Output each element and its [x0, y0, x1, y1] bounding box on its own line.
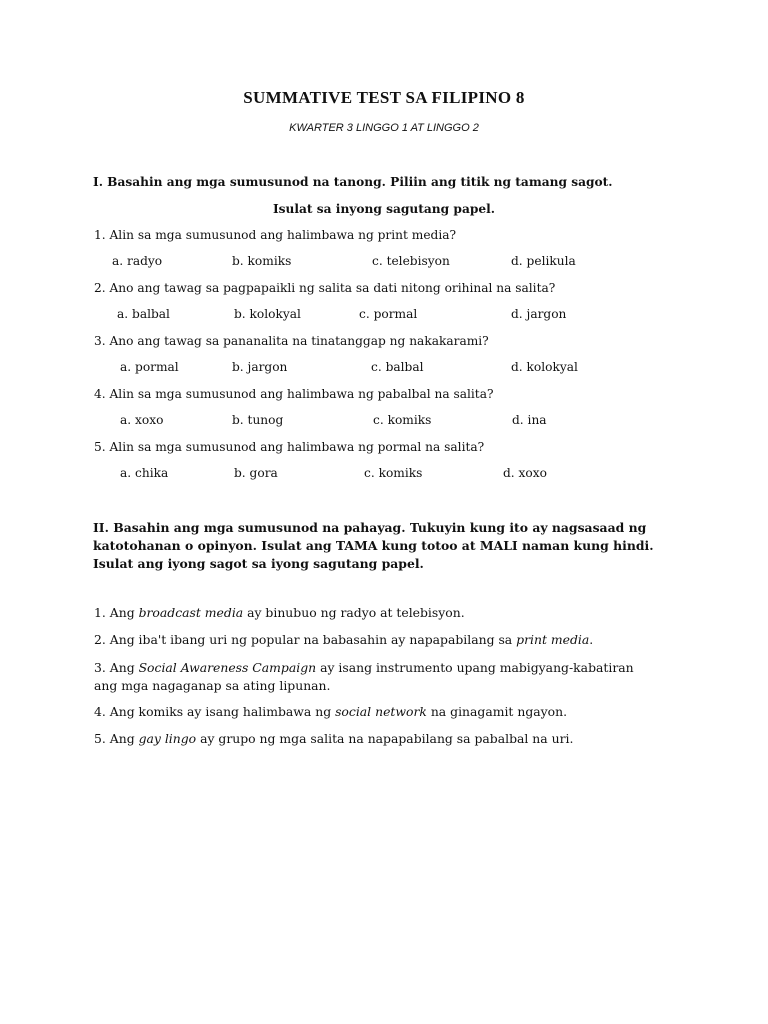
page-subtitle: KWARTER 3 LINGGO 1 AT LINGGO 2	[289, 122, 479, 134]
q4-choice-c: c. komiks	[373, 413, 432, 427]
section1-instruction-sub: Isulat sa inyong sagutang papel.	[272, 202, 495, 216]
statement-1: 1. Ang broadcast media ay binubuo ng radyo at telebisyon.	[94, 605, 465, 620]
statement-4: 4. Ang komiks ay isang halimbawa ng social network na ginagamit ngayon.	[94, 704, 568, 719]
q3-choice-b: b. jargon	[232, 360, 288, 374]
q5-choice-c: c. komiks	[364, 466, 423, 480]
q1-choice-c: c. telebisyon	[372, 254, 450, 268]
statement-3: 3. Ang Social Awareness Campaign ay isang instrumento upang mabigyang-kabatiran ang mga nagaganap sa ating lipunan.	[94, 660, 634, 693]
q5-choice-b: b. gora	[234, 466, 278, 480]
question-3: 3. Ano ang tawag sa pananalita na tinatanggap ng nakakarami?	[94, 334, 489, 348]
question-2: 2. Ano ang tawag sa pagpapaikli ng salita sa dati nitong orihinal na salita?	[94, 281, 556, 295]
q1-choice-b: b. komiks	[232, 254, 292, 268]
q4-choice-d: d. ina	[512, 413, 547, 427]
statement-5: 5. Ang gay lingo ay grupo ng mga salita na napapabilang sa pabalbal na uri.	[94, 731, 574, 746]
q3-choice-c: c. balbal	[371, 360, 424, 374]
section1-instruction: I. Basahin ang mga sumusunod na tanong. Piliin ang titik ng tamang sagot.	[93, 175, 613, 189]
question-1: 1. Alin sa mga sumusunod ang halimbawa ng print media?	[94, 228, 457, 242]
statement-2: 2. Ang iba't ibang uri ng popular na babasahin ay napapabilang sa print media.	[94, 632, 594, 647]
q2-choice-c: c. pormal	[359, 307, 418, 321]
q1-choice-a: a. radyo	[112, 254, 163, 268]
q2-choice-d: d. jargon	[511, 307, 567, 321]
q4-choice-b: b. tunog	[232, 413, 284, 427]
q1-choice-d: d. pelikula	[511, 254, 576, 268]
question-5: 5. Alin sa mga sumusunod ang halimbawa ng pormal na salita?	[94, 440, 485, 454]
page-title: SUMMATIVE TEST SA FILIPINO 8	[243, 88, 525, 107]
question-4: 4. Alin sa mga sumusunod ang halimbawa ng pabalbal na salita?	[94, 387, 494, 401]
q3-choice-d: d. kolokyal	[511, 360, 578, 374]
q2-choice-a: a. balbal	[117, 307, 170, 321]
q2-choice-b: b. kolokyal	[234, 307, 301, 321]
q5-choice-d: d. xoxo	[503, 466, 547, 480]
q3-choice-a: a. pormal	[120, 360, 179, 374]
q4-choice-a: a. xoxo	[120, 413, 164, 427]
section2-instruction: II. Basahin ang mga sumusunod na pahayag. Tukuyin kung ito ay nagsasaad ng katotohanan o opinyon. Isulat ang TAMA kung totoo at MALI naman kung hindi. Isulat ang iyong sagot sa iyong sagutang papel.	[93, 520, 654, 571]
q5-choice-a: a. chika	[120, 466, 169, 480]
